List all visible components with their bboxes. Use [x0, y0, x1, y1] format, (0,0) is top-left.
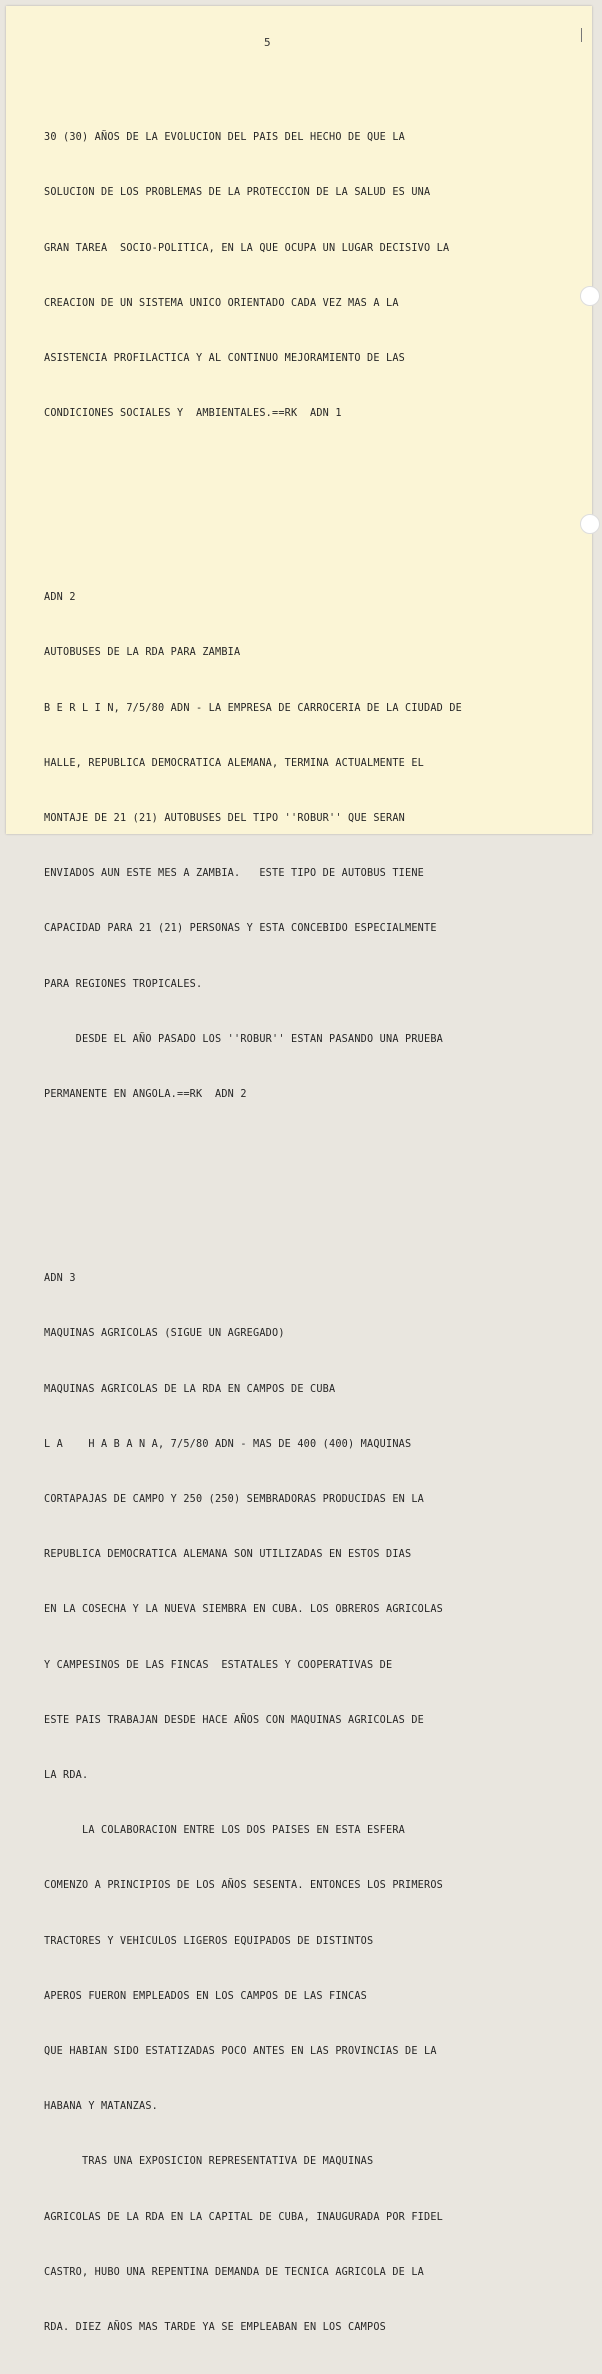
text-line: DESDE EL AÑO PASADO LOS ''ROBUR'' ESTAN PASANDO UNA PRUEBA — [44, 1033, 444, 1045]
text-line: PARA REGIONES TROPICALES. — [44, 978, 203, 990]
text-line: CASTRO, HUBO UNA REPENTINA DEMANDA DE TECNICA AGRICOLA DE LA — [44, 2266, 425, 2278]
blank-line — [44, 516, 574, 534]
text-line: RDA. DIEZ AÑOS MAS TARDE YA SE EMPLEABAN EN LOS CAMPOS — [44, 2321, 387, 2333]
text-line: EN LA COSECHA Y LA NUEVA SIEMBRA EN CUBA. LOS OBREROS AGRICOLAS — [44, 1604, 444, 1616]
text-line: Y CAMPESINOS DE LAS FINCAS ESTATALES Y COOPERATIVAS DE — [44, 1659, 393, 1671]
text-line: ENVIADOS AUN ESTE MES A ZAMBIA. ESTE TIPO DE AUTOBUS TIENE — [44, 868, 425, 880]
blank-line — [44, 1141, 574, 1159]
text-line: LA RDA. — [44, 1769, 89, 1781]
page-number: 5 — [264, 36, 271, 49]
text-line: LA COLABORACION ENTRE LOS DOS PAISES EN ESTA ESFERA — [44, 1825, 406, 1837]
text-line: AUTOBUSES DE LA RDA PARA ZAMBIA — [44, 647, 241, 659]
blank-line — [44, 460, 574, 478]
blank-line — [44, 1196, 574, 1214]
text-line: 30 (30) AÑOS DE LA EVOLUCION DEL PAIS DEL HECHO DE QUE LA — [44, 132, 406, 144]
text-line: ESTE PAIS TRABAJAN DESDE HACE AÑOS CON MAQUINAS AGRICOLAS DE — [44, 1714, 425, 1726]
text-line: CREACION DE UN SISTEMA UNICO ORIENTADO CADA VEZ MAS A LA — [44, 297, 399, 309]
text-line: SOLUCION DE LOS PROBLEMAS DE LA PROTECCION DE LA SALUD ES UNA — [44, 187, 431, 199]
text-line: APEROS FUERON EMPLEADOS EN LOS CAMPOS DE LAS FINCAS — [44, 1990, 368, 2002]
text-line: PERMANENTE EN ANGOLA.==RK ADN 2 — [44, 1089, 247, 1101]
text-line: MONTAJE DE 21 (21) AUTOBUSES DEL TIPO ''ROBUR'' QUE SERAN — [44, 813, 406, 825]
document-body — [44, 74, 574, 2374]
text-line: B E R L I N, 7/5/80 ADN - LA EMPRESA DE CARROCERIA DE LA CIUDAD DE — [44, 702, 463, 714]
edge-mark — [581, 28, 582, 42]
punch-hole-bottom — [580, 514, 600, 534]
text-line: ADN 3 — [44, 1273, 76, 1285]
text-line: ASISTENCIA PROFILACTICA Y AL CONTINUO MEJORAMIENTO DE LAS — [44, 353, 406, 365]
text-line: CAPACIDAD PARA 21 (21) PERSONAS Y ESTA CONCEBIDO ESPECIALMENTE — [44, 923, 437, 935]
document-page — [6, 6, 592, 2333]
punch-hole-top — [580, 286, 600, 306]
text-line: QUE HABIAN SIDO ESTATIZADAS POCO ANTES EN LAS PROVINCIAS DE LA — [44, 2045, 437, 2057]
text-line: AGRICOLAS DE LA RDA EN LA CAPITAL DE CUBA, INAUGURADA POR FIDEL — [44, 2211, 444, 2223]
text-line: TRACTORES Y VEHICULOS LIGEROS EQUIPADOS DE DISTINTOS — [44, 1935, 374, 1947]
text-line: CORTAPAJAS DE CAMPO Y 250 (250) SEMBRADORAS PRODUCIDAS EN LA — [44, 1493, 425, 1505]
text-line: ADN 2 — [44, 592, 76, 604]
text-line: REPUBLICA DEMOCRATICA ALEMANA SON UTILIZADAS EN ESTOS DIAS — [44, 1549, 412, 1561]
text-line: TRAS UNA EXPOSICION REPRESENTATIVA DE MAQUINAS — [44, 2156, 374, 2168]
text-line: CONDICIONES SOCIALES Y AMBIENTALES.==RK ADN 1 — [44, 408, 342, 420]
text-line: L A H A B A N A, 7/5/80 ADN - MAS DE 400 (400) MAQUINAS — [44, 1438, 412, 1450]
text-line: HALLE, REPUBLICA DEMOCRATICA ALEMANA, TERMINA ACTUALMENTE EL — [44, 757, 425, 769]
text-line: MAQUINAS AGRICOLAS DE LA RDA EN CAMPOS DE CUBA — [44, 1383, 336, 1395]
text-line: COMENZO A PRINCIPIOS DE LOS AÑOS SESENTA. ENTONCES LOS PRIMEROS — [44, 1880, 444, 1892]
text-line: GRAN TAREA SOCIO-POLITICA, EN LA QUE OCUPA UN LUGAR DECISIVO LA — [44, 242, 450, 254]
text-line: MAQUINAS AGRICOLAS (SIGUE UN AGREGADO) — [44, 1328, 285, 1340]
text-line: HABANA Y MATANZAS. — [44, 2101, 159, 2113]
